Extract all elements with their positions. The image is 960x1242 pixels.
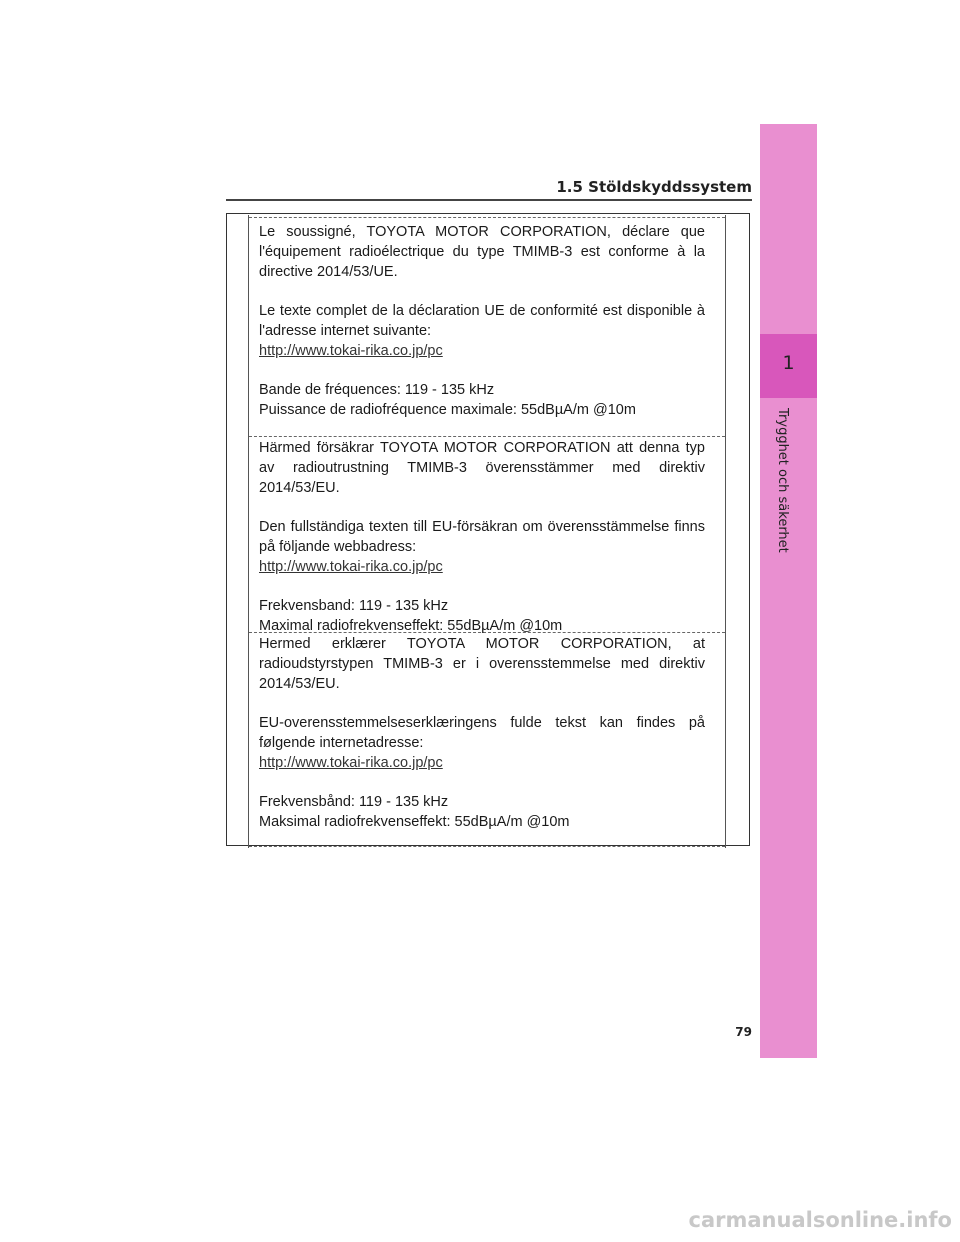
chapter-label: Trygghet och säkerhet: [775, 408, 790, 553]
chapter-number: 1: [782, 352, 795, 374]
spec-text: [259, 380, 705, 420]
max-power: Puissance de radiofréquence maximale: 55dBµA/m @10m: [259, 402, 636, 418]
frame-inner-left-line: [248, 215, 249, 848]
max-power: Maksimal radiofrekvenseffekt: 55dBµA/m @10m: [259, 814, 570, 830]
declaration-text: Hermed erklærer TOYOTA MOTOR CORPORATION, at radioudstyrstypen TMIMB-3 er i overensstemmelse med direktiv 2014/53/EU.: [259, 636, 705, 692]
header-divider: [226, 199, 752, 201]
frequency-band: Frekvensbånd: 119 - 135 kHz: [259, 794, 449, 810]
top-dashed-divider: [249, 217, 725, 218]
declaration-section-french: [259, 222, 705, 420]
declaration-url-link[interactable]: http://www.tokai-rika.co.jp/pc: [259, 755, 443, 771]
declaration-text: Le soussigné, TOYOTA MOTOR CORPORATION, déclare que l'équipement radioélectrique du type TMIMB-3 est conforme à la directive 2014/53/UE.: [259, 224, 705, 280]
frequency-band: Bande de fréquences: 119 - 135 kHz: [259, 382, 495, 398]
availability-label: Le texte complet de la déclaration UE de conformité est disponible à l'adresse internet suivante:: [259, 303, 705, 339]
frame-inner-right-line: [725, 215, 726, 848]
frequency-band: Frekvensband: 119 - 135 kHz: [259, 598, 449, 614]
section-divider-1: [249, 436, 725, 437]
availability-label: Den fullständiga texten till EU-försäkran om överensstämmelse finns på följande webbadress:: [259, 519, 705, 555]
chapter-side-tab: [760, 124, 817, 1058]
spec-text: [259, 792, 705, 832]
availability-text: [259, 713, 705, 773]
declaration-url-link[interactable]: http://www.tokai-rika.co.jp/pc: [259, 343, 443, 359]
section-title: 1.5 Stöldskyddssystem: [556, 178, 752, 196]
declaration-url-link[interactable]: http://www.tokai-rika.co.jp/pc: [259, 559, 443, 575]
declaration-text: Härmed försäkrar TOYOTA MOTOR CORPORATION att denna typ av radioutrustning TMIMB-3 överensstämmer med direktiv 2014/53/EU.: [259, 440, 705, 496]
max-power: Maximal radiofrekvenseffekt: 55dBµA/m @10m: [259, 618, 563, 634]
declaration-section-swedish: [259, 438, 705, 636]
availability-text: [259, 517, 705, 577]
page-number: 79: [735, 1025, 752, 1039]
site-watermark: carmanualsonline.info: [688, 1208, 952, 1232]
declaration-section-danish: [259, 634, 705, 832]
availability-label: EU-overensstemmelseserklæringens fulde tekst kan findes på følgende internetadresse:: [259, 715, 705, 751]
availability-text: [259, 301, 705, 361]
bottom-dashed-divider: [249, 846, 725, 847]
spec-text: [259, 596, 705, 636]
